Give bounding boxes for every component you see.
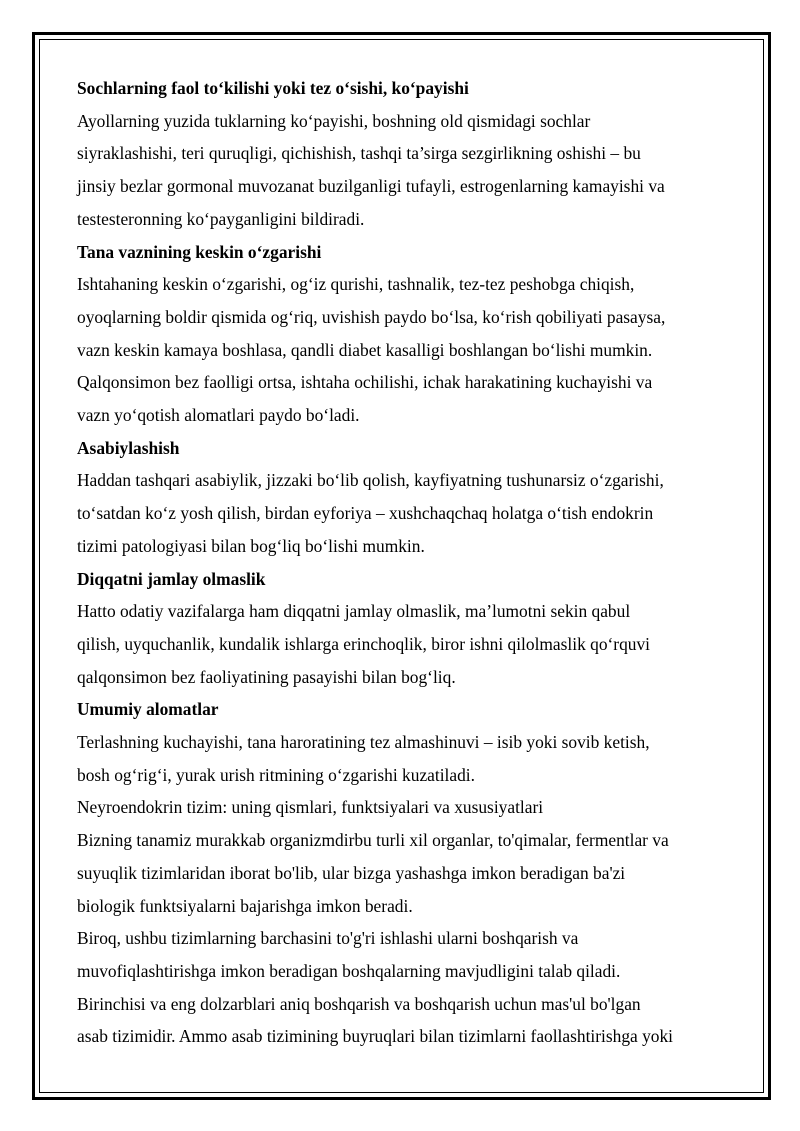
section-concentration [77,563,737,694]
paragraph-line: tizimi patologiyasi bilan bog‘liq bo‘lishi mumkin. [77,535,425,556]
paragraph-line: bosh og‘rig‘i, yurak urish ritmining o‘zgarishi kuzatiladi. [77,764,475,785]
paragraph-line: Qalqonsimon bez faolligi ortsa, ishtaha ochilishi, ichak harakatining kuchayishi va [77,372,653,393]
paragraph-line: testesteronning ko‘payganligini bildiradi. [77,208,365,229]
paragraph-line: Terlashning kuchayishi, tana haroratining tez almashinuvi – isib yoki sovib ketish, [77,732,650,753]
section-general-symptoms [77,693,737,1053]
section-weight-change [77,236,737,432]
paragraph-line: muvofiqlashtirishga imkon beradigan boshqalarning mavjudligini talab qiladi. [77,960,621,981]
paragraph-line: Hatto odatiy vazifalarga ham diqqatni jamlay olmaslik, ma’lumotni sekin qabul [77,601,631,622]
document-body [77,72,737,1053]
paragraph-line: qalqonsimon bez faoliyatining pasayishi bilan bog‘liq. [77,666,456,687]
section-irritability [77,432,737,563]
section-heading: Diqqatni jamlay olmaslik [77,568,266,589]
paragraph-line: Haddan tashqari asabiylik, jizzaki bo‘lib qolish, kayfiyatning tushunarsiz o‘zgarishi, [77,470,664,491]
section-heading: Umumiy alomatlar [77,699,219,720]
section-heading: Sochlarning faol to‘kilishi yoki tez o‘sishi, ko‘payishi [77,78,469,98]
section-heading: Asabiylashish [77,437,180,458]
paragraph-line: suyuqlik tizimlaridan iborat bo'lib, ular bizga yashashga imkon beradigan ba'zi [77,862,626,883]
section-hair-loss [77,72,737,236]
section-heading: Tana vaznining keskin o‘zgarishi [77,241,322,262]
paragraph-line: to‘satdan ko‘z yosh qilish, birdan eyforiya – xushchaqchaq holatga o‘tish endokrin [77,503,654,524]
paragraph-line: Bizning tanamiz murakkab organizmdirbu turli xil organlar, to'qimalar, fermentlar va [77,830,669,851]
paragraph-line: Birinchisi va eng dolzarblari aniq boshqarish va boshqarish uchun mas'ul bo'lgan [77,993,641,1014]
paragraph-line: biologik funktsiyalarni bajarishga imkon beradi. [77,895,413,916]
paragraph-line: qilish, uyquchanlik, kundalik ishlarga erinchoqlik, biror ishni qilolmaslik qo‘rquvi [77,633,651,654]
paragraph-line: jinsiy bezlar gormonal muvozanat buzilganligi tufayli, estrogenlarning kamayishi va [77,176,665,197]
paragraph-line: vazn keskin kamaya boshlasa, qandli diabet kasalligi boshlangan bo‘lishi mumkin. [77,339,653,360]
paragraph-line: Ishtahaning keskin o‘zgarishi, og‘iz qurishi, tashnalik, tez-tez peshobga chiqish, [77,274,635,295]
paragraph-line: vazn yo‘qotish alomatlari paydo bo‘ladi. [77,405,360,426]
paragraph-line: oyoqlarning boldir qismida og‘riq, uvishish paydo bo‘lsa, ko‘rish qobiliyati pasaysa, [77,306,666,327]
paragraph-line: Biroq, ushbu tizimlarning barchasini to'g'ri ishlashi ularni boshqarish va [77,928,579,949]
paragraph-line: Neyroendokrin tizim: uning qismlari, funktsiyalari va xususiyatlari [77,797,544,818]
paragraph-line: siyraklashishi, teri quruqligi, qichishish, tashqi ta’sirga sezgirlikning oshishi – bu [77,143,641,164]
paragraph-line: asab tizimidir. Ammo asab tizimining buyruqlari bilan tizimlarni faollashtirishga yoki [77,1026,674,1047]
paragraph-line: Ayollarning yuzida tuklarning ko‘payishi, boshning old qismidagi sochlar [77,110,591,131]
